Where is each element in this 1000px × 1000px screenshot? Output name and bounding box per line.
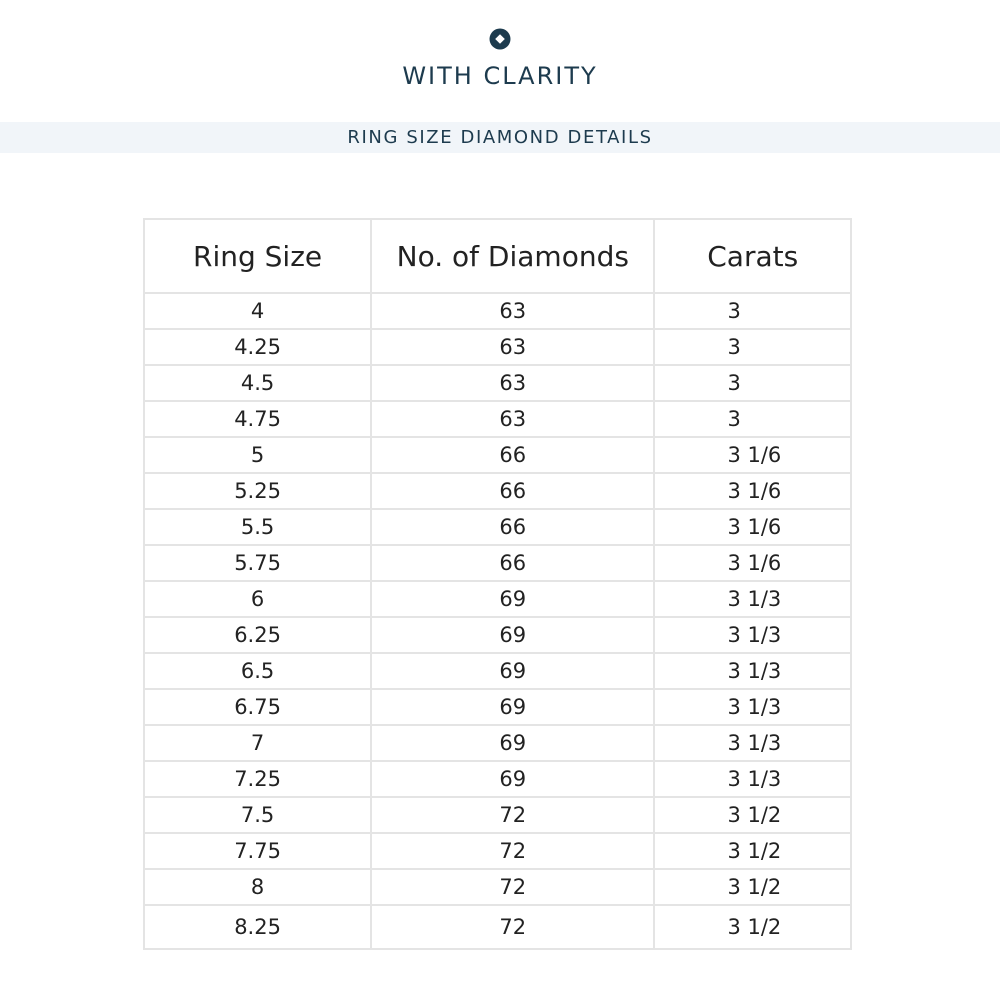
table-row	[144, 617, 851, 653]
cell-no-of-diamonds: 72	[371, 797, 654, 833]
cell-ring-size: 8.25	[144, 905, 371, 949]
header-carats: Carats	[654, 219, 851, 293]
cell-ring-size: 6.5	[144, 653, 371, 689]
table-row	[144, 761, 851, 797]
diamond-circle-icon	[489, 28, 511, 50]
cell-ring-size: 7.5	[144, 797, 371, 833]
cell-ring-size: 7	[144, 725, 371, 761]
cell-no-of-diamonds: 69	[371, 761, 654, 797]
header-no-of-diamonds: No. of Diamonds	[371, 219, 654, 293]
cell-ring-size: 4.5	[144, 365, 371, 401]
table-row	[144, 509, 851, 545]
cell-ring-size: 5.25	[144, 473, 371, 509]
table-row	[144, 725, 851, 761]
cell-ring-size: 7.25	[144, 761, 371, 797]
table-row	[144, 473, 851, 509]
cell-no-of-diamonds: 66	[371, 509, 654, 545]
cell-carats: 3 1/3	[654, 653, 851, 689]
table-row	[144, 293, 851, 329]
cell-carats: 3	[654, 401, 851, 437]
table-row	[144, 401, 851, 437]
table-row	[144, 689, 851, 725]
cell-no-of-diamonds: 63	[371, 401, 654, 437]
cell-ring-size: 4.25	[144, 329, 371, 365]
cell-carats: 3 1/6	[654, 437, 851, 473]
cell-carats: 3	[654, 293, 851, 329]
table-body	[144, 293, 851, 949]
cell-ring-size: 5.5	[144, 509, 371, 545]
cell-no-of-diamonds: 66	[371, 473, 654, 509]
cell-ring-size: 7.75	[144, 833, 371, 869]
cell-no-of-diamonds: 63	[371, 365, 654, 401]
title-banner	[0, 122, 1000, 153]
table-row	[144, 797, 851, 833]
table-row	[144, 833, 851, 869]
table-row	[144, 905, 851, 949]
table-row	[144, 329, 851, 365]
page-title: RING SIZE DIAMOND DETAILS	[347, 127, 653, 148]
cell-carats: 3 1/3	[654, 689, 851, 725]
table-header-row	[144, 219, 851, 293]
cell-no-of-diamonds: 63	[371, 329, 654, 365]
cell-carats: 3 1/6	[654, 473, 851, 509]
table-row	[144, 545, 851, 581]
cell-no-of-diamonds: 69	[371, 617, 654, 653]
cell-no-of-diamonds: 69	[371, 689, 654, 725]
cell-no-of-diamonds: 69	[371, 725, 654, 761]
cell-carats: 3 1/3	[654, 725, 851, 761]
cell-ring-size: 4	[144, 293, 371, 329]
cell-carats: 3 1/6	[654, 545, 851, 581]
cell-no-of-diamonds: 72	[371, 905, 654, 949]
cell-carats: 3 1/2	[654, 905, 851, 949]
cell-no-of-diamonds: 66	[371, 545, 654, 581]
cell-ring-size: 5	[144, 437, 371, 473]
cell-no-of-diamonds: 66	[371, 437, 654, 473]
cell-ring-size: 6	[144, 581, 371, 617]
cell-ring-size: 4.75	[144, 401, 371, 437]
cell-carats: 3 1/3	[654, 761, 851, 797]
cell-no-of-diamonds: 69	[371, 653, 654, 689]
table-row	[144, 653, 851, 689]
cell-no-of-diamonds: 72	[371, 833, 654, 869]
cell-carats: 3 1/2	[654, 797, 851, 833]
brand-name: WITH CLARITY	[402, 62, 598, 90]
table-row	[144, 365, 851, 401]
cell-carats: 3 1/2	[654, 869, 851, 905]
cell-ring-size: 5.75	[144, 545, 371, 581]
cell-no-of-diamonds: 72	[371, 869, 654, 905]
table-row	[144, 581, 851, 617]
cell-carats: 3 1/6	[654, 509, 851, 545]
cell-ring-size: 6.25	[144, 617, 371, 653]
cell-ring-size: 8	[144, 869, 371, 905]
ring-size-table	[143, 218, 852, 950]
cell-carats: 3 1/3	[654, 617, 851, 653]
cell-no-of-diamonds: 69	[371, 581, 654, 617]
cell-no-of-diamonds: 63	[371, 293, 654, 329]
cell-ring-size: 6.75	[144, 689, 371, 725]
header-ring-size: Ring Size	[144, 219, 371, 293]
table-row	[144, 869, 851, 905]
cell-carats: 3	[654, 329, 851, 365]
cell-carats: 3 1/2	[654, 833, 851, 869]
cell-carats: 3	[654, 365, 851, 401]
table-row	[144, 437, 851, 473]
cell-carats: 3 1/3	[654, 581, 851, 617]
